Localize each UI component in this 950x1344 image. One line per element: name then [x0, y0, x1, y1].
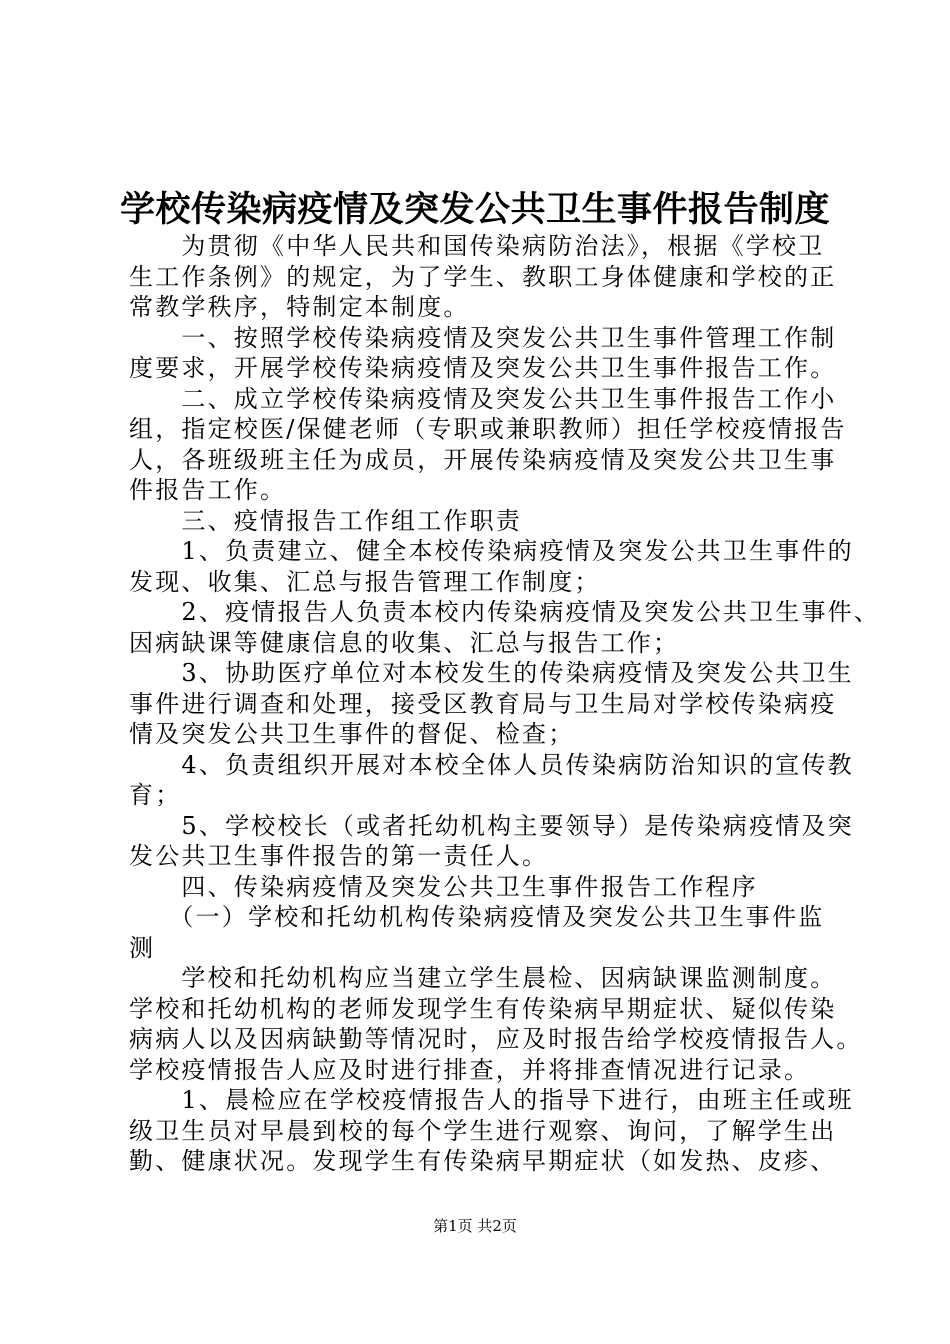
body-line: 三、疫情报告工作组工作职责 [129, 506, 522, 535]
body-line: 学校和托幼机构应当建立学生晨检、因病缺课监测制度。 [129, 964, 837, 992]
body-line: 发现、收集、汇总与报告管理工作制度； [129, 567, 601, 596]
body-line: 育； [129, 781, 182, 809]
body-line: 学校疫情报告人应及时进行排查，并将排查情况进行记录。 [129, 1055, 811, 1084]
document-title: 学校传染病疫情及突发公共卫生事件报告制度 [119, 189, 830, 230]
body-line: 3、协助医疗单位对本校发生的传染病疫情及突发公共卫生 [129, 659, 854, 687]
body-line: 事件进行调查和处理，接受区教育局与卫生局对学校传染病疫 [129, 689, 837, 718]
page-footer: 第1页 共2页 [433, 1217, 517, 1235]
body-line: 度要求，开展学校传染病疫情及突发公共卫生事件报告工作。 [129, 354, 837, 382]
body-line: 1、晨检应在学校疫情报告人的指导下进行，由班主任或班 [129, 1086, 854, 1114]
body-line: 生工作条例》的规定，为了学生、教职工身体健康和学校的正 [129, 262, 837, 291]
body-line: 1、负责建立、健全本校传染病疫情及突发公共卫生事件的 [129, 537, 854, 565]
body-line: 发公共卫生事件报告的第一责任人。 [129, 842, 549, 870]
body-line: 2、疫情报告人负责本校内传染病疫情及突发公共卫生事件、 [129, 598, 881, 626]
body-line: 二、成立学校传染病疫情及突发公共卫生事件报告工作小 [129, 384, 837, 413]
body-line: 一、按照学校传染病疫情及突发公共卫生事件管理工作制 [129, 323, 837, 352]
body-line: 件报告工作。 [129, 476, 287, 504]
body-line: 勤、健康状况。发现学生有传染病早期症状（如发热、皮疹、 [129, 1147, 837, 1175]
body-line: 5、学校校长（或者托幼机构主要领导）是传染病疫情及突 [129, 811, 854, 840]
body-line: 情及突发公共卫生事件的督促、检查； [129, 720, 575, 748]
body-line: 常教学秩序，特制定本制度。 [129, 293, 470, 321]
body-line: 病病人以及因病缺勤等情况时，应及时报告给学校疫情报告人。 [129, 1025, 863, 1053]
body-line: 测 [129, 933, 156, 962]
body-line: 四、传染病疫情及突发公共卫生事件报告工作程序 [129, 872, 758, 901]
body-line: 学校和托幼机构的老师发现学生有传染病早期症状、疑似传染 [129, 994, 837, 1023]
body-line: 级卫生员对早晨到校的每个学生进行观察、询问，了解学生出 [129, 1116, 837, 1145]
body-line: （一）学校和托幼机构传染病疫情及突发公共卫生事件监 [129, 903, 825, 931]
document-body [129, 231, 881, 1177]
body-line: 为贯彻《中华人民共和国传染病防治法》，根据《学校卫 [129, 232, 825, 260]
body-line: 因病缺课等健康信息的收集、汇总与报告工作； [129, 628, 680, 657]
body-line: 人，各班级班主任为成员，开展传染病疫情及突发公共卫生事 [129, 445, 837, 474]
body-line: 组，指定校医/保健老师（专职或兼职教师）担任学校疫情报告 [129, 415, 847, 443]
body-line: 4、负责组织开展对本校全体人员传染病防治知识的宣传教 [129, 750, 854, 779]
